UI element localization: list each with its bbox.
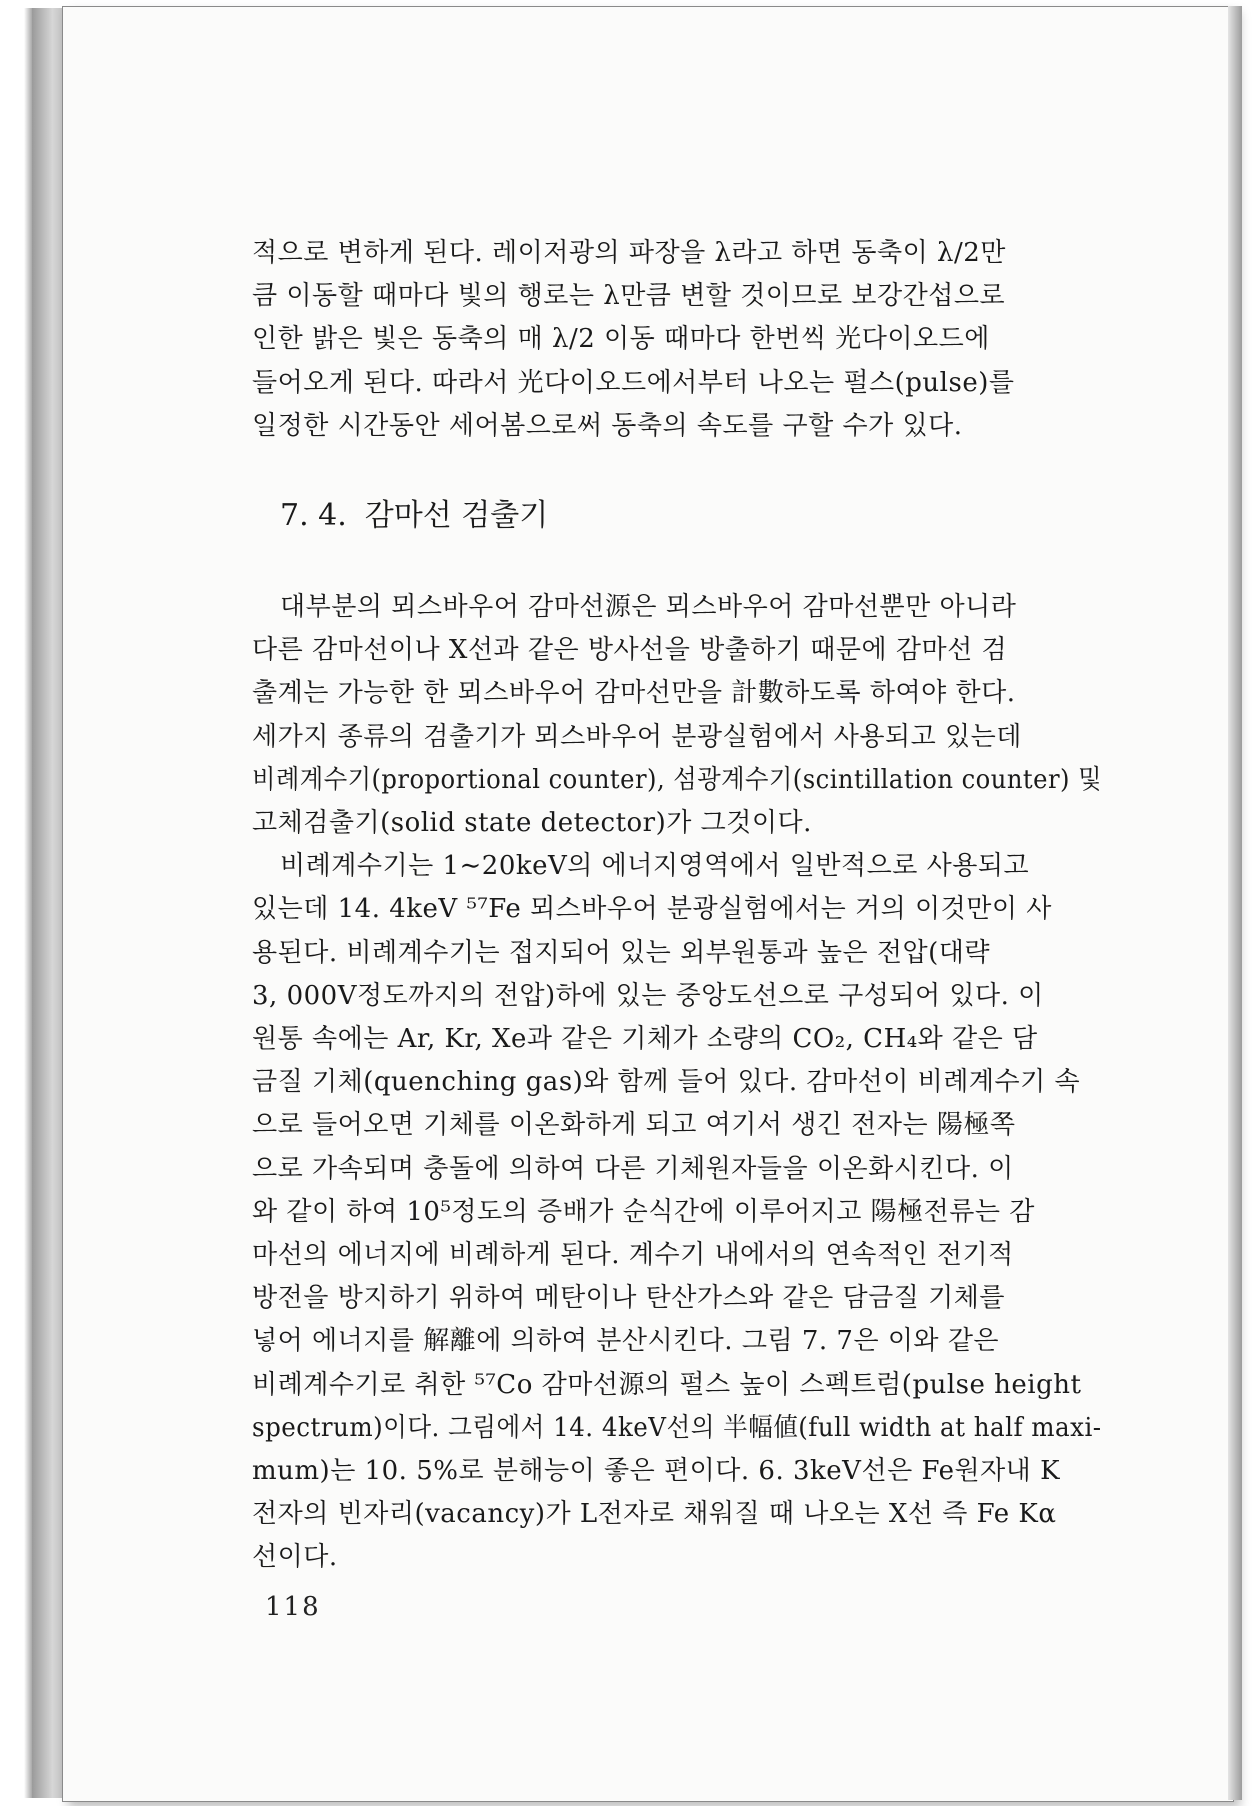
text-line: mum)는 10. 5%로 분해능이 좋은 편이다. 6. 3keV선은 Fe원자내 K: [252, 1456, 1060, 1487]
text-line: spectrum)이다. 그림에서 14. 4keV선의 半幅値(full width at half maxi-: [252, 1412, 1102, 1443]
book-spine: [30, 8, 66, 1798]
page-number: 118: [265, 1592, 321, 1622]
text-line: 3, 000V정도까지의 전압)하에 있는 중앙도선으로 구성되어 있다. 이: [252, 980, 1044, 1011]
text-line: 으로 가속되며 충돌에 의하여 다른 기체원자들을 이온화시킨다. 이: [252, 1153, 1014, 1184]
text-line: 큼 이동할 때마다 빛의 행로는 λ만큼 변할 것이므로 보강간섭으로: [252, 281, 1006, 312]
text-line: 원통 속에는 Ar, Kr, Xe과 같은 기체가 소량의 CO₂, CH₄와 같은 담: [252, 1024, 1038, 1055]
text-line: 있는데 14. 4keV ⁵⁷Fe 뫼스바우어 분광실험에서는 거의 이것만이 사: [252, 894, 1052, 925]
text-line: 출계는 가능한 한 뫼스바우어 감마선만을 計數하도록 하여야 한다.: [252, 678, 1016, 709]
section-number: 7. 4.: [280, 498, 347, 534]
paragraph-proportional-counter: [252, 845, 1102, 1579]
text-line: 방전을 방지하기 위하여 메탄이나 탄산가스와 같은 담금질 기체를: [252, 1283, 1005, 1314]
section-heading: [280, 496, 1102, 536]
text-line: 들어오게 된다. 따라서 光다이오드에서부터 나오는 펄스(pulse)를: [252, 367, 1015, 398]
text-line: 비례계수기는 1∼20keV의 에너지영역에서 일반적으로 사용되고: [280, 851, 1030, 882]
text-line: 전자의 빈자리(vacancy)가 L전자로 채워질 때 나오는 X선 즉 Fe Kα: [252, 1499, 1057, 1530]
intro-paragraph: [252, 232, 1102, 448]
text-line: 용된다. 비례계수기는 접지되어 있는 외부원통과 높은 전압(대략: [252, 937, 991, 968]
text-line: 적으로 변하게 된다. 레이저광의 파장을 λ라고 하면 동축이 λ/2만: [252, 238, 1006, 268]
text-line: 고체검출기(solid state detector)가 그것이다.: [252, 808, 812, 839]
text-line: 비례계수기로 취한 ⁵⁷Co 감마선源의 펄스 높이 스펙트럼(pulse height: [252, 1369, 1082, 1400]
text-line: 대부분의 뫼스바우어 감마선源은 뫼스바우어 감마선뿐만 아니라: [280, 592, 1017, 623]
text-line: 넣어 에너지를 解離에 의하여 분산시킨다. 그림 7. 7은 이와 같은: [252, 1326, 1000, 1357]
text-line: 비례계수기(proportional counter), 섬광계수기(scintillation counter) 및: [252, 764, 1103, 795]
text-line: 으로 들어오면 기체를 이온화하게 되고 여기서 생긴 전자는 陽極쪽: [252, 1110, 1016, 1141]
text-line: 선이다.: [252, 1542, 338, 1573]
text-line: 일정한 시간동안 세어봄으로써 동축의 속도를 구할 수가 있다.: [252, 410, 963, 441]
page-edge: [1228, 6, 1242, 1800]
text-line: 다른 감마선이나 X선과 같은 방사선을 방출하기 때문에 감마선 검: [252, 635, 1008, 666]
section-title: 감마선 검출기: [364, 498, 549, 534]
text-line: 마선의 에너지에 비례하게 된다. 계수기 내에서의 연속적인 전기적: [252, 1240, 1014, 1271]
text-line: 세가지 종류의 검출기가 뫼스바우어 분광실험에서 사용되고 있는데: [252, 721, 1022, 752]
text-line: 금질 기체(quenching gas)와 함께 들어 있다. 감마선이 비례계수기 속: [252, 1067, 1081, 1098]
text-line: 와 같이 하여 10⁵정도의 증배가 순식간에 이루어지고 陽極전류는 감: [252, 1196, 1035, 1227]
page-content: [252, 232, 1102, 1580]
text-line: 인한 밝은 빛은 동축의 매 λ/2 이동 때마다 한번씩 光다이오드에: [252, 324, 990, 355]
paragraph-detectors: [252, 586, 1102, 845]
